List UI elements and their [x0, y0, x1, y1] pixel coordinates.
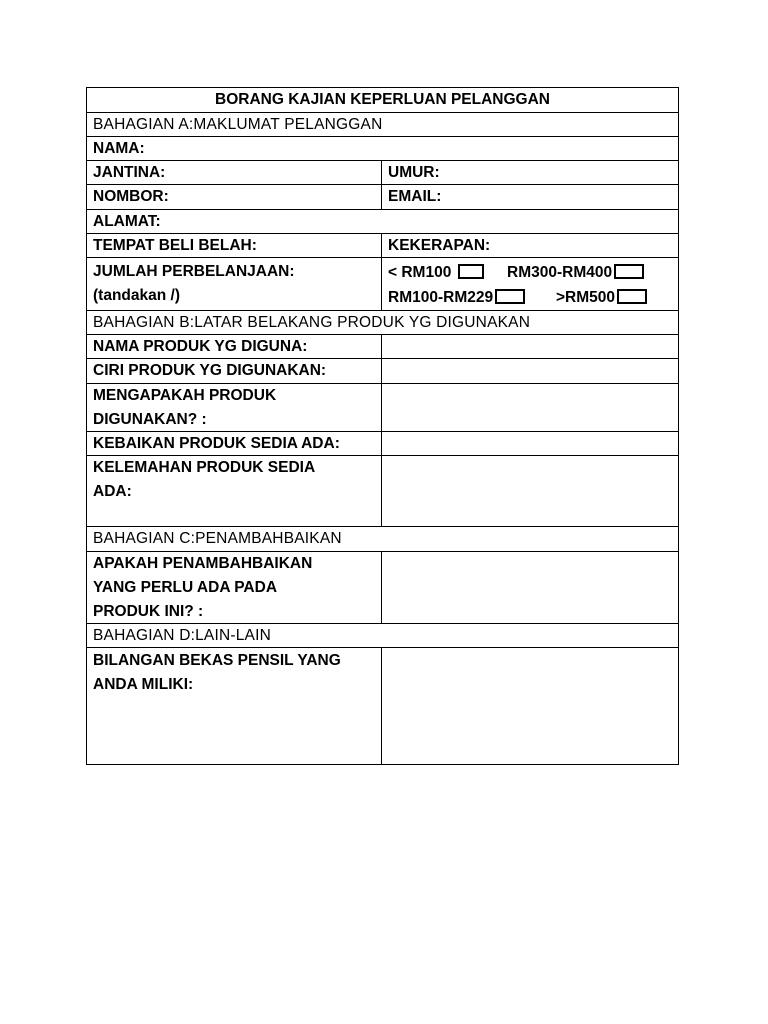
option-rm100-rm229-label: RM100-RM229 — [388, 289, 494, 306]
tempat-field[interactable] — [87, 234, 382, 257]
umur-label: UMUR: — [388, 164, 440, 181]
tandakan-note: (tandakan /) — [93, 287, 180, 304]
email-field[interactable] — [382, 185, 678, 209]
jantina-field[interactable] — [87, 161, 382, 184]
nombor-field[interactable] — [87, 185, 382, 209]
nama-produk-row — [87, 335, 678, 359]
kelemahan-label-line-1: KELEMAHAN PRODUK SEDIA — [93, 459, 316, 476]
nama-produk-answer[interactable] — [382, 335, 678, 358]
jumlah-options — [382, 258, 678, 310]
nombor-label: NOMBOR: — [93, 188, 169, 205]
kelemahan-row — [87, 456, 678, 527]
ciri-produk-label: CIRI PRODUK YG DIGUNAKAN: — [87, 359, 382, 383]
bekas-pensil-row — [87, 648, 678, 764]
option-above-rm500-label: >RM500 — [556, 289, 616, 306]
kelemahan-label-line-2: ADA: — [93, 483, 132, 500]
jumlah-label: JUMLAH PERBELANJAAN: — [93, 263, 295, 280]
option-below-rm100[interactable] — [388, 261, 486, 285]
bekas-pensil-label-line-2: ANDA MILIKI: — [93, 676, 194, 693]
kelemahan-answer[interactable] — [382, 456, 678, 526]
alamat-label: ALAMAT: — [93, 213, 161, 230]
alamat-field[interactable] — [87, 210, 678, 233]
option-above-rm500[interactable] — [556, 286, 649, 310]
checkbox-rm100-rm229[interactable] — [495, 289, 525, 304]
kekerapan-field[interactable] — [382, 234, 678, 257]
mengapakah-answer[interactable] — [382, 384, 678, 431]
option-rm100-rm229[interactable] — [388, 286, 533, 310]
umur-field[interactable] — [382, 161, 678, 184]
jantina-label: JANTINA: — [93, 164, 166, 181]
mengapakah-label-cell — [87, 384, 382, 431]
section-d-heading-row — [87, 624, 678, 648]
checkbox-rm300-rm400[interactable] — [614, 264, 644, 279]
form-title-row — [87, 88, 678, 113]
penambahbaikan-label-line-3: PRODUK INI? : — [93, 603, 204, 620]
nombor-email-row — [87, 185, 678, 210]
section-d-heading: BAHAGIAN D:LAIN-LAIN — [93, 627, 271, 644]
penambahbaikan-answer[interactable] — [382, 552, 678, 623]
penambahbaikan-label-line-2: YANG PERLU ADA PADA — [93, 579, 278, 596]
alamat-row — [87, 210, 678, 234]
mengapakah-label-line-1: MENGAPAKAH PRODUK — [93, 387, 277, 404]
survey-form — [86, 87, 679, 765]
kelemahan-label-cell — [87, 456, 382, 526]
section-b-heading: BAHAGIAN B:LATAR BELAKANG PRODUK YG DIGUNAKAN — [93, 314, 531, 331]
ciri-produk-row — [87, 359, 678, 384]
kekerapan-label: KEKERAPAN: — [388, 237, 491, 254]
penambahbaikan-label-cell — [87, 552, 382, 623]
checkbox-below-rm100[interactable] — [458, 264, 484, 279]
nama-field[interactable] — [87, 137, 678, 160]
email-label: EMAIL: — [388, 188, 442, 205]
jantina-umur-row — [87, 161, 678, 185]
bekas-pensil-label-cell — [87, 648, 382, 764]
tempat-label: TEMPAT BELI BELAH: — [93, 237, 257, 254]
option-rm300-rm400[interactable] — [507, 261, 646, 285]
mengapakah-row — [87, 384, 678, 432]
section-a-heading: BAHAGIAN A:MAKLUMAT PELANGGAN — [93, 116, 383, 133]
nama-produk-label: NAMA PRODUK YG DIGUNA: — [87, 335, 382, 358]
option-below-rm100-label: < RM100 — [388, 264, 452, 281]
kebaikan-row — [87, 432, 678, 456]
jumlah-label-cell — [87, 258, 382, 310]
tempat-kekerapan-row — [87, 234, 678, 258]
bekas-pensil-answer[interactable] — [382, 648, 678, 764]
nama-row — [87, 137, 678, 161]
ciri-produk-answer[interactable] — [382, 359, 678, 383]
kebaikan-answer[interactable] — [382, 432, 678, 455]
penambahbaikan-label-line-1: APAKAH PENAMBAHBAIKAN — [93, 555, 313, 572]
section-a-heading-row — [87, 113, 678, 137]
section-c-heading-row — [87, 527, 678, 552]
section-b-heading-row — [87, 311, 678, 335]
kebaikan-label: KEBAIKAN PRODUK SEDIA ADA: — [87, 432, 382, 455]
mengapakah-label-line-2: DIGUNAKAN? : — [93, 411, 207, 428]
option-rm300-rm400-label: RM300-RM400 — [507, 264, 613, 281]
section-c-heading: BAHAGIAN C:PENAMBAHBAIKAN — [93, 530, 342, 547]
form-title: BORANG KAJIAN KEPERLUAN PELANGGAN — [215, 91, 550, 108]
penambahbaikan-row — [87, 552, 678, 624]
jumlah-row — [87, 258, 678, 311]
bekas-pensil-label-line-1: BILANGAN BEKAS PENSIL YANG — [93, 652, 341, 669]
nama-label: NAMA: — [93, 140, 145, 157]
checkbox-above-rm500[interactable] — [617, 289, 647, 304]
